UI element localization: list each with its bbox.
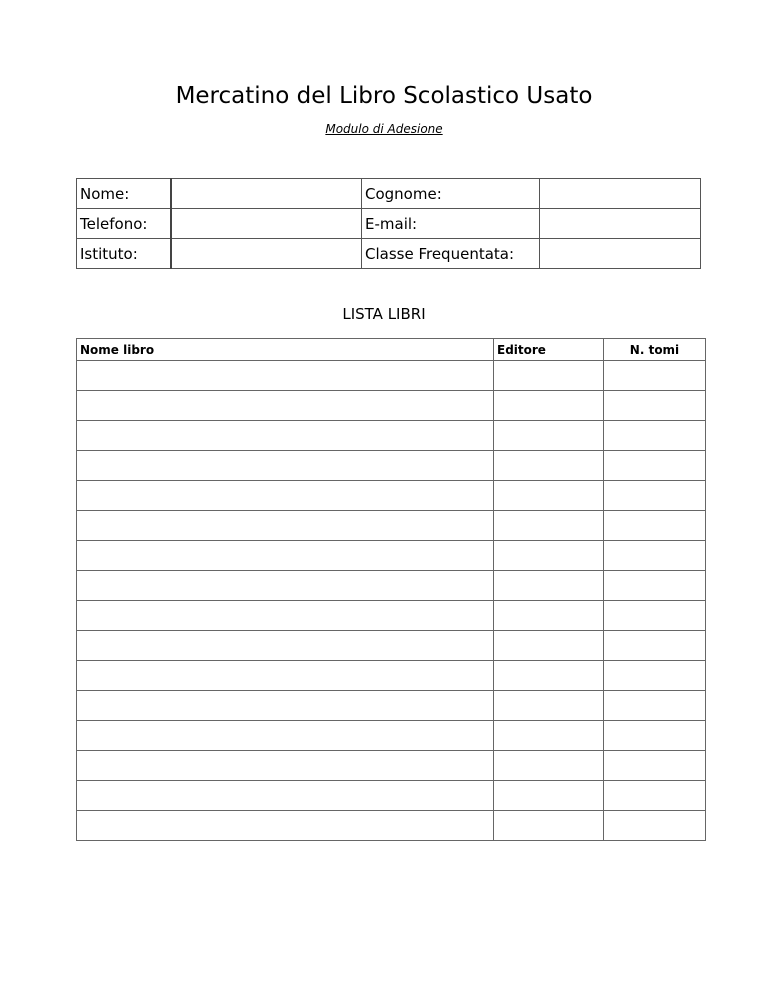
table-row: [77, 361, 706, 391]
table-row: [77, 691, 706, 721]
table-row: [77, 721, 706, 751]
volumes-cell[interactable]: [604, 481, 706, 511]
publisher-cell[interactable]: [494, 451, 604, 481]
publisher-cell[interactable]: [494, 691, 604, 721]
table-row: [77, 601, 706, 631]
book-name-cell[interactable]: [77, 601, 494, 631]
volumes-cell[interactable]: [604, 361, 706, 391]
publisher-cell[interactable]: [494, 511, 604, 541]
book-name-cell[interactable]: [77, 631, 494, 661]
table-row: [77, 751, 706, 781]
table-row: [77, 391, 706, 421]
info-row: [77, 239, 701, 269]
publisher-cell[interactable]: [494, 601, 604, 631]
info-field[interactable]: [171, 239, 362, 269]
table-row: [77, 451, 706, 481]
volumes-cell[interactable]: [604, 721, 706, 751]
publisher-cell[interactable]: [494, 541, 604, 571]
book-name-cell[interactable]: [77, 721, 494, 751]
info-row: [77, 209, 701, 239]
info-label: Classe Frequentata:: [362, 239, 540, 269]
document-subtitle: Modulo di Adesione: [325, 122, 443, 136]
publisher-cell[interactable]: [494, 751, 604, 781]
publisher-cell[interactable]: [494, 811, 604, 841]
publisher-cell[interactable]: [494, 421, 604, 451]
info-label: Telefono:: [77, 209, 171, 239]
info-label: Nome:: [77, 179, 171, 209]
info-label: Istituto:: [77, 239, 171, 269]
info-field[interactable]: [171, 209, 362, 239]
info-label: Cognome:: [362, 179, 540, 209]
table-row: [77, 421, 706, 451]
table-row: [77, 631, 706, 661]
table-row: [77, 781, 706, 811]
personal-info-table: [76, 178, 701, 269]
book-name-cell[interactable]: [77, 481, 494, 511]
volumes-cell[interactable]: [604, 631, 706, 661]
column-header-volumes: N. tomi: [604, 339, 706, 361]
book-name-cell[interactable]: [77, 811, 494, 841]
publisher-cell[interactable]: [494, 391, 604, 421]
publisher-cell[interactable]: [494, 661, 604, 691]
volumes-cell[interactable]: [604, 451, 706, 481]
document-title: Mercatino del Libro Scolastico Usato: [175, 83, 593, 109]
publisher-cell[interactable]: [494, 481, 604, 511]
book-name-cell[interactable]: [77, 421, 494, 451]
table-row: [77, 541, 706, 571]
publisher-cell[interactable]: [494, 631, 604, 661]
info-field[interactable]: [540, 239, 701, 269]
book-list-header-row: [77, 339, 706, 361]
volumes-cell[interactable]: [604, 541, 706, 571]
table-row: [77, 511, 706, 541]
publisher-cell[interactable]: [494, 361, 604, 391]
book-name-cell[interactable]: [77, 391, 494, 421]
volumes-cell[interactable]: [604, 571, 706, 601]
table-row: [77, 571, 706, 601]
book-name-cell[interactable]: [77, 361, 494, 391]
book-name-cell[interactable]: [77, 511, 494, 541]
info-field[interactable]: [540, 179, 701, 209]
table-row: [77, 481, 706, 511]
volumes-cell[interactable]: [604, 391, 706, 421]
book-list-table: [76, 338, 706, 841]
book-name-cell[interactable]: [77, 691, 494, 721]
book-name-cell[interactable]: [77, 541, 494, 571]
table-row: [77, 811, 706, 841]
volumes-cell[interactable]: [604, 601, 706, 631]
info-row: [77, 179, 701, 209]
info-field[interactable]: [171, 179, 362, 209]
column-header-book-name: Nome libro: [77, 339, 494, 361]
info-field[interactable]: [540, 209, 701, 239]
volumes-cell[interactable]: [604, 811, 706, 841]
book-name-cell[interactable]: [77, 661, 494, 691]
publisher-cell[interactable]: [494, 721, 604, 751]
volumes-cell[interactable]: [604, 421, 706, 451]
volumes-cell[interactable]: [604, 661, 706, 691]
publisher-cell[interactable]: [494, 781, 604, 811]
book-list-title: LISTA LIBRI: [342, 305, 426, 323]
table-row: [77, 661, 706, 691]
book-name-cell[interactable]: [77, 751, 494, 781]
book-name-cell[interactable]: [77, 451, 494, 481]
book-name-cell[interactable]: [77, 571, 494, 601]
book-name-cell[interactable]: [77, 781, 494, 811]
volumes-cell[interactable]: [604, 511, 706, 541]
column-header-publisher: Editore: [494, 339, 604, 361]
volumes-cell[interactable]: [604, 751, 706, 781]
publisher-cell[interactable]: [494, 571, 604, 601]
info-label: E-mail:: [362, 209, 540, 239]
volumes-cell[interactable]: [604, 781, 706, 811]
volumes-cell[interactable]: [604, 691, 706, 721]
